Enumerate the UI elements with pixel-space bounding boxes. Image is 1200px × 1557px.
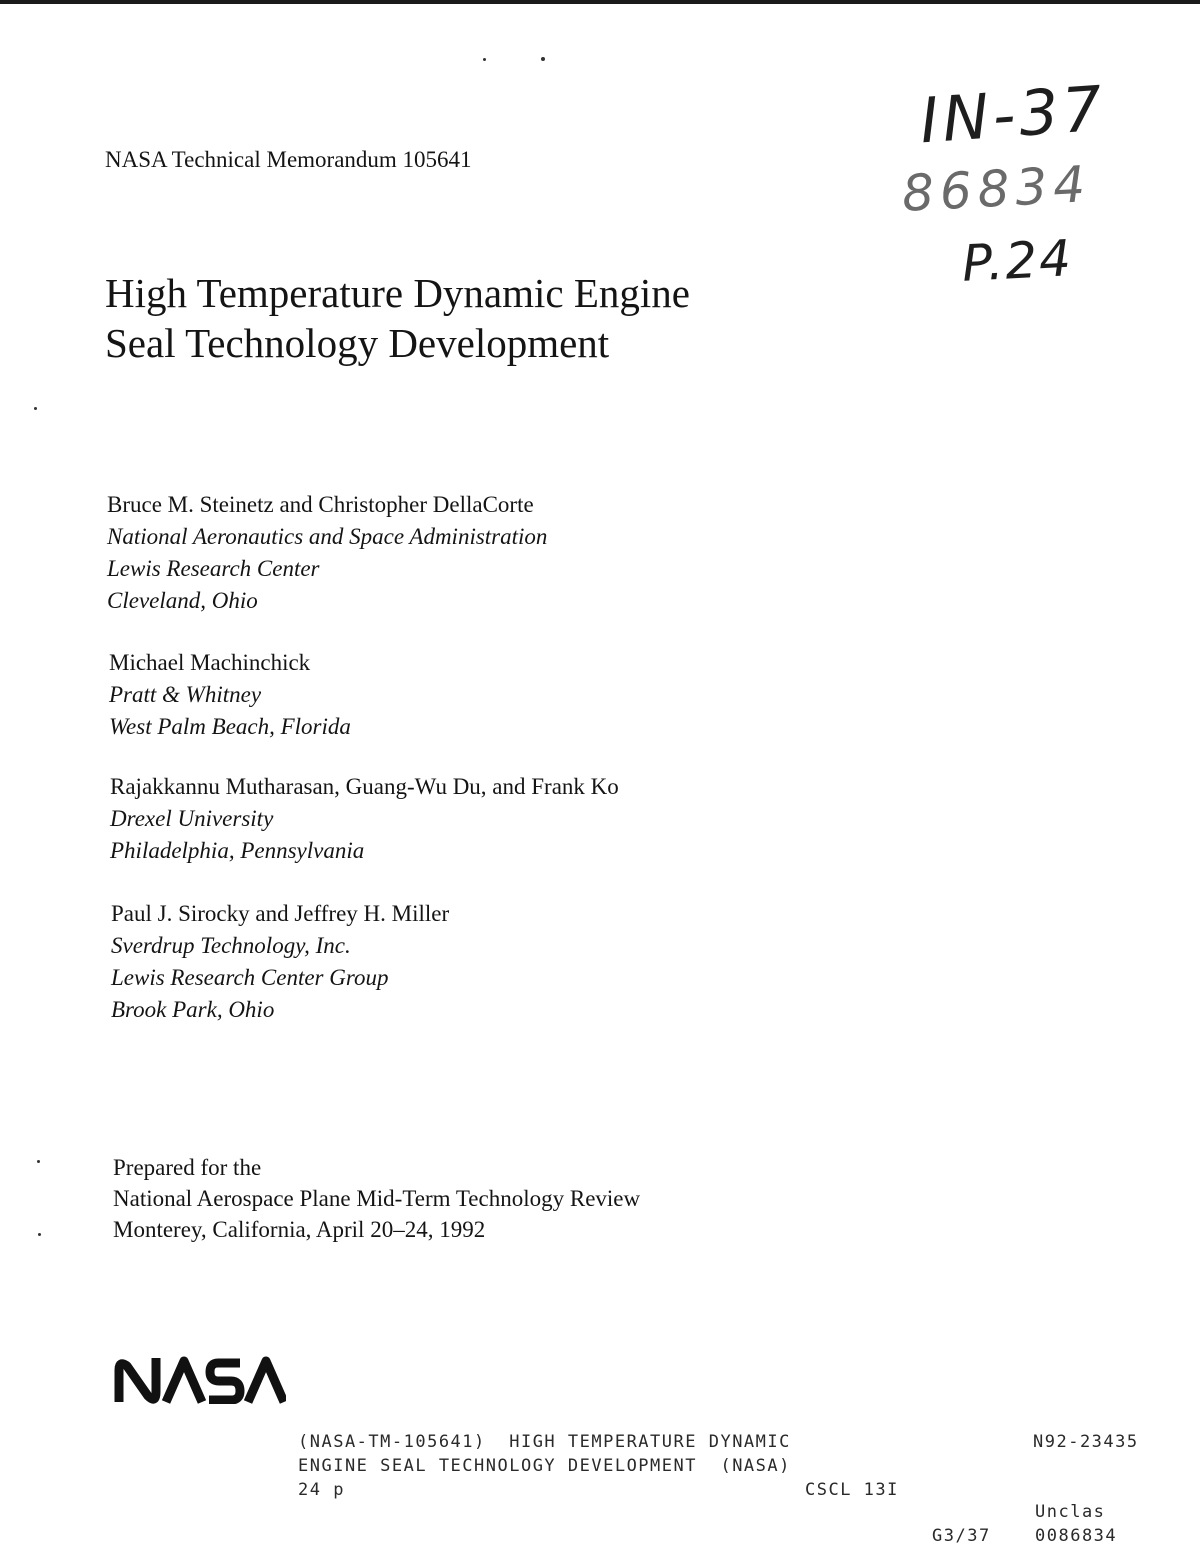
subject-group: G3/37 bbox=[932, 1526, 991, 1546]
author-affiliation: Cleveland, Ohio bbox=[107, 588, 258, 613]
author-affiliation: Pratt & Whitney bbox=[109, 682, 262, 707]
unclassified-label: Unclas bbox=[1035, 1502, 1106, 1522]
catalog-pages: 24 p bbox=[298, 1480, 345, 1500]
author-names: Rajakkannu Mutharasan, Guang-Wu Du, and Frank Ko bbox=[110, 774, 619, 799]
catalog-line: (NASA-TM-105641) HIGH TEMPERATURE DYNAMIC bbox=[298, 1432, 791, 1452]
prepared-for-line: Monterey, California, April 20–24, 1992 bbox=[113, 1217, 486, 1242]
author-affiliation: Lewis Research Center bbox=[107, 556, 320, 581]
scan-speck bbox=[38, 1233, 41, 1236]
author-affiliation: Sverdrup Technology, Inc. bbox=[111, 933, 351, 958]
scan-speck bbox=[541, 57, 545, 61]
author-affiliation: Brook Park, Ohio bbox=[111, 997, 275, 1022]
scan-speck bbox=[34, 407, 37, 410]
author-names: Paul J. Sirocky and Jeffrey H. Miller bbox=[111, 901, 450, 926]
prepared-for-block bbox=[113, 1152, 640, 1245]
author-affiliation: Lewis Research Center Group bbox=[111, 965, 389, 990]
handwritten-category: IN-37 bbox=[917, 71, 1109, 158]
author-affiliation: Philadelphia, Pennsylvania bbox=[110, 838, 365, 863]
handwritten-number: 86834 bbox=[900, 155, 1093, 223]
author-affiliation: National Aeronautics and Space Administration bbox=[107, 524, 548, 549]
author-block bbox=[107, 489, 547, 617]
title-line: High Temperature Dynamic Engine bbox=[105, 270, 690, 316]
prepared-for-line: National Aerospace Plane Mid-Term Technology Review bbox=[113, 1186, 641, 1211]
report-series: NASA Technical Memorandum 105641 bbox=[105, 147, 472, 172]
document-title bbox=[105, 268, 690, 368]
handwritten-page-count: P.24 bbox=[960, 229, 1075, 293]
catalog-line: ENGINE SEAL TECHNOLOGY DEVELOPMENT (NASA) bbox=[298, 1456, 791, 1476]
author-block bbox=[110, 771, 619, 867]
scan-top-edge bbox=[0, 0, 1200, 4]
author-block bbox=[111, 898, 449, 1026]
author-names: Michael Machinchick bbox=[109, 650, 311, 675]
catalog-cscl: CSCL 13I bbox=[805, 1480, 899, 1500]
author-names: Bruce M. Steinetz and Christopher DellaCorte bbox=[107, 492, 534, 517]
accession-number: N92-23435 bbox=[1033, 1432, 1139, 1452]
author-affiliation: Drexel University bbox=[110, 806, 274, 831]
scan-speck bbox=[483, 58, 486, 61]
author-affiliation: West Palm Beach, Florida bbox=[109, 714, 351, 739]
author-block bbox=[109, 647, 351, 743]
scan-speck bbox=[37, 1160, 40, 1163]
document-number: 0086834 bbox=[1035, 1526, 1118, 1546]
prepared-for-line: Prepared for the bbox=[113, 1155, 262, 1180]
title-line: Seal Technology Development bbox=[105, 320, 610, 366]
nasa-logo bbox=[114, 1356, 286, 1409]
